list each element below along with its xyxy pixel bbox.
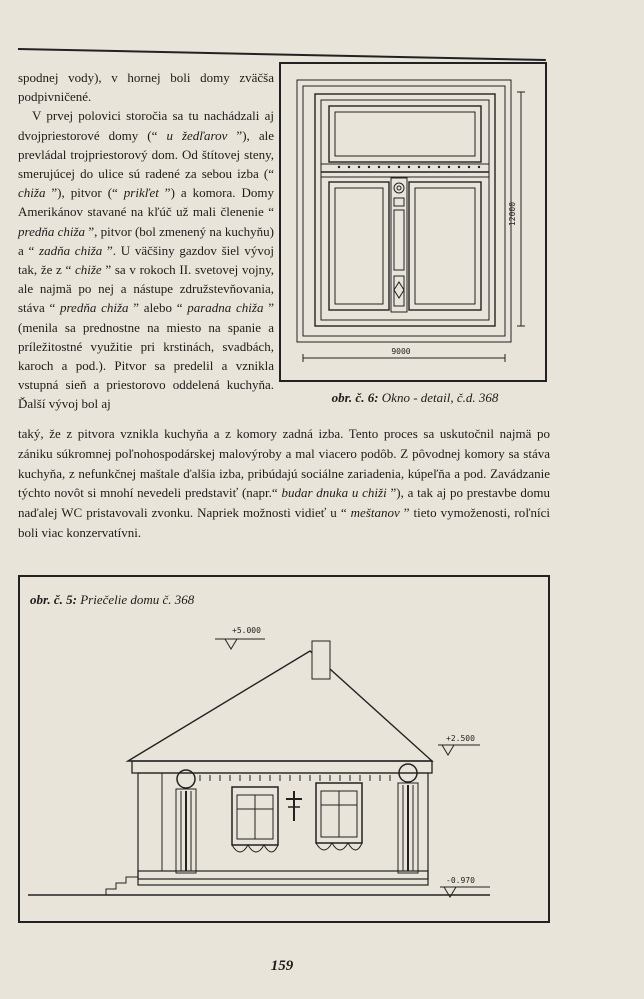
italic-term: budar dnuka u chiži xyxy=(281,485,387,501)
full-width-paragraph xyxy=(18,424,550,543)
italic-term: prikľet xyxy=(123,185,159,201)
italic-term: predňa chiža xyxy=(59,300,129,316)
italic-term: zadňa chiža xyxy=(39,242,103,258)
text-run: taký, že z pitvora vznikla kuchyňa a z komory zadná izba. Tento proces sa uskutočnil najmä po zániku súkromnej poľnohospodárskej malovýroby a mal viacero podôb. Z pôvodnej komory sa stáva kuchyňa, z nefunkčnej maštale ďalšia izba, pribúdajú sociálne zariadenia, kúpeľňa a pod. Zavádzanie týchto novôt si mnohí nevedeli predstaviť (napr.“ xyxy=(18,426,550,501)
paragraph-2 xyxy=(18,106,274,413)
header-rule xyxy=(18,48,546,61)
figure-6-caption xyxy=(284,390,546,406)
text-run: ”, pitvor (bol zmenený na kuchyňu) a “ xyxy=(18,223,274,258)
text-run: ”), a tak aj po prestavbe domu naďalej WC pristavovali zvonku. Napriek možnosti vidieť u “ xyxy=(18,485,550,521)
dim-height-label: 12000 xyxy=(508,201,517,227)
italic-term: chiže xyxy=(74,262,102,278)
left-text-column xyxy=(18,68,274,414)
figure-5-frame xyxy=(18,575,550,923)
text-run: ”), pitvor (“ xyxy=(45,185,124,201)
figure-5-caption-text: Priečelie domu č. 368 xyxy=(80,592,195,607)
italic-term: u žedľarov xyxy=(166,127,228,143)
window-detail-drawing xyxy=(281,64,545,380)
text-run: ”. U väčšiny gazdov šiel vývoj tak, že z “ xyxy=(18,242,275,278)
figure-6-frame xyxy=(279,62,547,382)
level-eaves-label: +2.500 xyxy=(446,734,475,743)
italic-term: meštanov xyxy=(350,505,400,521)
text-run: ” (menila sa prednostne na miesto na spanie a príležitostné využitie pri krstinách, svadbách, karoch a pod.). Pitvor sa predelil a vznikla vstupná sieň a priestorovo oddelená kuchyňa. Ďalší vývoj bol aj xyxy=(18,300,274,412)
text-run: ” tieto vymoženosti, roľníci boli viac konzervatívni. xyxy=(18,505,550,540)
italic-term: chiža xyxy=(18,185,46,201)
italic-term: paradna chiža xyxy=(187,300,264,316)
text-run: ” alebo “ xyxy=(128,300,188,316)
figure-5-caption-label: obr. č. 5: xyxy=(30,592,77,607)
level-top-label: +5.000 xyxy=(232,626,261,635)
level-ground-label: -0.970 xyxy=(446,876,475,885)
text-run: ”), ale prevládal trojpriestorový dom. Od štítovej steny, smerujúcej do ulice sú radené za sebou izba (“ xyxy=(18,127,274,182)
paragraph-1: spodnej vody), v hornej boli domy zväčša podpivničené. xyxy=(18,70,274,105)
figure-6-caption-label: obr. č. 6: xyxy=(331,390,379,405)
figure-5-caption xyxy=(30,592,194,608)
italic-term: predňa chiža xyxy=(18,223,86,239)
text-run: ”) a komora. Domy Amerikánov stavané na kľúč už mali členenie “ xyxy=(18,185,274,220)
figure-6-caption-text: Okno - detail, č.d. 368 xyxy=(381,390,499,405)
house-facade-drawing xyxy=(20,577,548,921)
page-number: 159 xyxy=(270,958,294,974)
dim-width-label: 9000 xyxy=(391,347,411,356)
text-run: ” sa v rokoch II. svetovej vojny, ale najmä po nej a nástupe združstevňovania, stáva “ xyxy=(18,262,274,316)
text-run: V prvej polovici storočia sa tu nachádzali aj dvojpriestorové domy (“ xyxy=(18,108,274,143)
